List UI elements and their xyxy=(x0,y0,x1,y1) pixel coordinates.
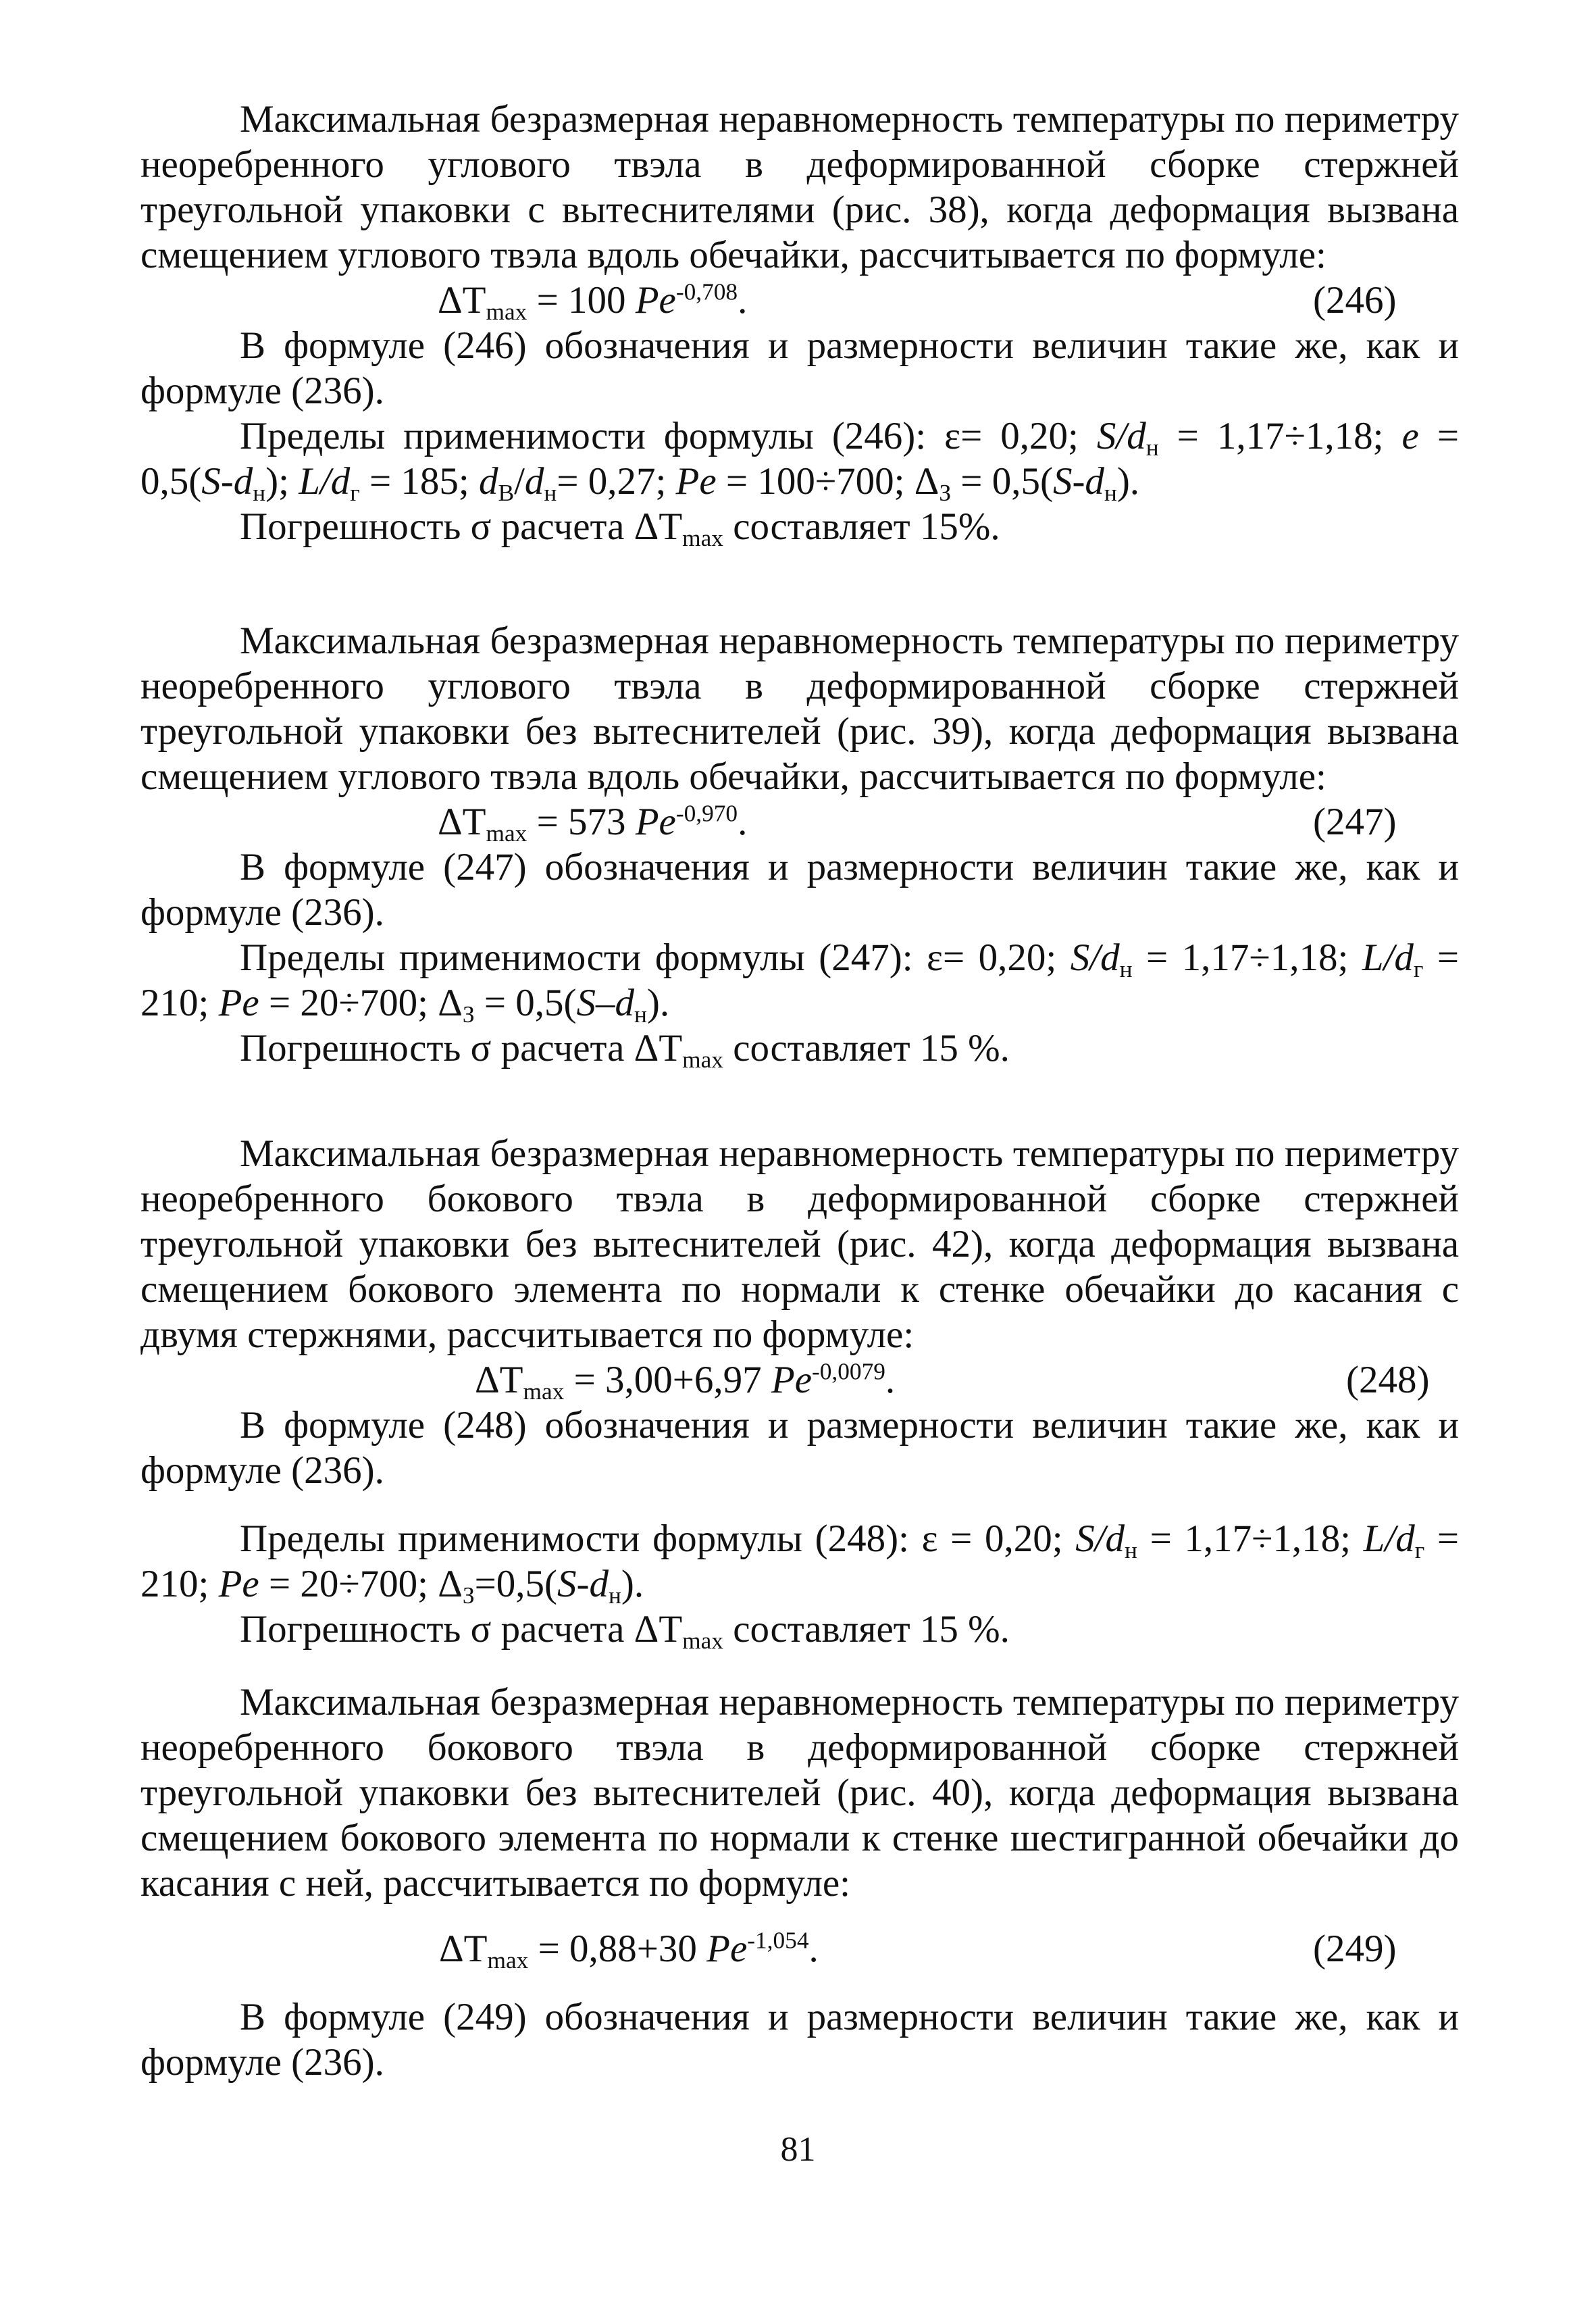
paragraph-246-limits: Пределы применимости формулы (246): ε= 0,20; $S/d_н = 1,17\div 1,18$; $e = 0,5(S-d_н)$; $L/d_г = 185$; $d_В/d_н= 0,27$; Pe = 100÷700; $\Delta_З = 0,5(S-d_н)$. xyxy=(140,415,1460,506)
paragraph-249-note: В формуле (249) обозначения и размерности величин такие же, как и формуле (236). xyxy=(140,1996,1459,2084)
formula-246 xyxy=(140,278,1459,323)
formula-248 xyxy=(140,1357,1459,1403)
formula-247-number: (247) xyxy=(1313,801,1397,843)
formula-249-expression: $\Delta T_{max} = 0,88+30$ $Pe^{-1,054}$. xyxy=(439,1927,819,1973)
formula-248-expression: $\Delta T_{max} = 3,00+6,97$ $Pe^{-0,0079}$. xyxy=(475,1358,896,1405)
section-3 xyxy=(140,1131,1459,1652)
paragraph-246-error: Погрешность σ расчета $\Delta T_{max}$ составляет 15%. xyxy=(240,505,1000,551)
page-number: 81 xyxy=(780,2130,816,2169)
paragraph-248-limits: Пределы применимости формулы (248): ε = 0,20; $S/d_н = 1,17\div 1,18$; $L/d_г = 210$; Pe = 20÷700; $\Delta_З=0,5(S-d_н)$. xyxy=(140,1517,1459,1609)
section-2 xyxy=(140,618,1459,1071)
formula-246-number: (246) xyxy=(1313,279,1397,322)
paragraph-248-intro: Максимальная безразмерная неравномерность температуры по периметру неоребренного бокового твэла в деформированной сборке стержней треугольной упаковки без вытеснителей (рис. 42), когда деформация вызвана смещением бокового элемента по нормали к стенке обечайки до касания с двумя стержнями, рассчитывается по формуле: xyxy=(140,1132,1459,1356)
paragraph-247-limits: Пределы применимости формулы (247): ε= 0,20; $S/d_н = 1,17\div 1,18$; $L/d_г = 210$; Pe = 20÷700; $\Delta_З = 0,5(S-d_н)$. xyxy=(140,936,1459,1028)
paragraph-248-error: Погрешность σ расчета $\Delta T_{max}$ составляет 15 %. xyxy=(240,1608,1010,1654)
paragraph-247-note: В формуле (247) обозначения и размерности величин такие же, как и формуле (236). xyxy=(140,846,1459,934)
formula-247 xyxy=(140,799,1459,845)
paragraph-247-error: Погрешность σ расчета $\Delta T_{max}$ составляет 15 %. xyxy=(240,1027,1010,1073)
formula-247-expression: $\Delta T_{max} = 573$ $Pe^{-0,970}$. xyxy=(438,800,748,847)
section-4 xyxy=(140,1680,1459,2085)
formula-246-expression: $\Delta T_{max} = 100$ $Pe^{-0,708}$. xyxy=(438,278,748,325)
formula-249 xyxy=(140,1926,1459,1971)
formula-249-number: (249) xyxy=(1313,1928,1397,1970)
paragraph-249-intro: Максимальная безразмерная неравномерность температуры по периметру неоребренного бокового твэла в деформированной сборке стержней треугольной упаковки без вытеснителей (рис. 40), когда деформация вызвана смещением бокового элемента по нормали к стенке шестигранной обечайки до касания с ней, рассчитывается по формуле: xyxy=(140,1681,1459,1905)
paragraph-248-note: В формуле (248) обозначения и размерности величин такие же, как и формуле (236). xyxy=(140,1404,1459,1492)
section-1 xyxy=(140,97,1459,549)
paragraph-247-intro: Максимальная безразмерная неравномерность температуры по периметру неоребренного углового твэла в деформированной сборке стержней треугольной упаковки без вытеснителей (рис. 39), когда деформация вызвана смещением углового твэла вдоль обечайки, рассчитывается по формуле: xyxy=(140,620,1459,798)
formula-248-number: (248) xyxy=(1346,1359,1430,1401)
paragraph-246-intro: Максимальная безразмерная неравномерность температуры по периметру неоребренного углового твэла в деформированной сборке стержней треугольной упаковки с вытеснителями (рис. 38), когда деформация вызвана смещением углового твэла вдоль обечайки, рассчитывается по формуле: xyxy=(140,98,1459,276)
paragraph-246-note: В формуле (246) обозначения и размерности величин такие же, как и формуле (236). xyxy=(140,324,1459,412)
